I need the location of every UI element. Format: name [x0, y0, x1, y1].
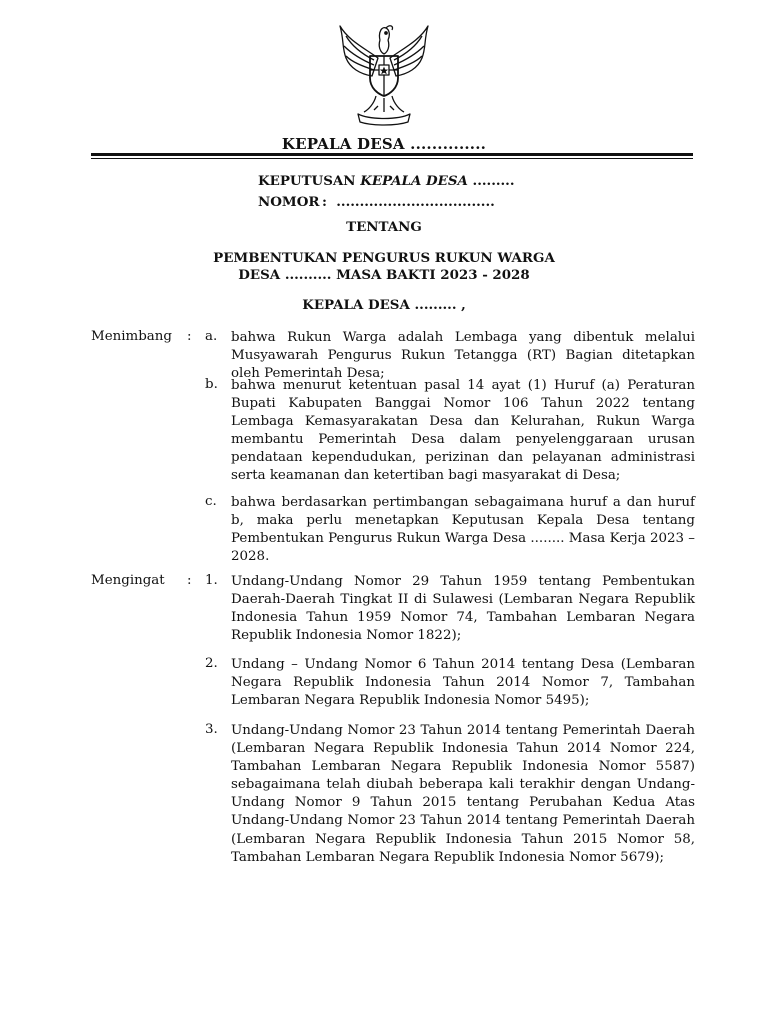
decree-number-row [258, 192, 515, 213]
item-number: a. [205, 329, 218, 344]
mengingat-label: Mengingat [91, 573, 165, 588]
subject-line-1: PEMBENTUKAN PENGURUS RUKUN WARGA [213, 250, 555, 266]
item-text: bahwa menurut ketentuan pasal 14 ayat (1) Huruf (a) Peraturan Bupati Kabupaten Banggai Nomor 106 Tahun 2022 tentang Lembaga Kemasyarakatan Desa dan Kelurahan, Rukun Warga membantu Pemerintah Desa dalam penyelenggaraan urusan pendataan kependudukan, perizinan dan pelayanan administrasi serta keamanan dan ketertiban bagi masyarakat di Desa; [231, 378, 695, 484]
item-text: bahwa berdasarkan pertimbangan sebagaimana huruf a dan huruf b, maka perlu menetapkan Keputusan Kepala Desa tentang Pembentukan Pengurus Rukun Warga Desa ........ Masa Kerja 2023 – 2028. [231, 495, 695, 565]
subject-line-2: DESA .......... MASA BAKTI 2023 - 2028 [238, 267, 530, 283]
decree-title-prefix: KEPUTUSAN [258, 173, 361, 189]
menimbang-label: Menimbang [91, 329, 172, 344]
menimbang-colon: : [187, 329, 192, 344]
decree-title-italic: KEPALA DESA [360, 173, 468, 189]
mengingat-colon: : [187, 573, 192, 588]
issuer-heading: KEPALA DESA ......... , [302, 297, 466, 313]
item-number: c. [205, 494, 217, 509]
item-number: 3. [205, 722, 218, 737]
item-text: bahwa Rukun Warga adalah Lembaga yang dibentuk melalui Musyawarah Pengurus Rukun Tetangga (RT) Bagian ditetapkan oleh Pemerintah Desa; [231, 330, 695, 382]
decree-title-suffix: ......... [467, 173, 515, 189]
header-divider-thin [91, 158, 693, 159]
garuda-emblem-icon [334, 18, 434, 128]
nomor-value: : .................................. [322, 194, 495, 210]
decree-heading [258, 171, 515, 213]
item-number: 2. [205, 656, 218, 671]
nomor-label: NOMOR [258, 194, 320, 210]
item-text: Undang – Undang Nomor 6 Tahun 2014 tentang Desa (Lembaran Negara Republik Indonesia Tahun 2014 Nomor 7, Tambahan Lembaran Negara Republik Indonesia Nomor 5495); [231, 657, 695, 709]
page-title: KEPALA DESA .............. [281, 135, 487, 153]
decree-title-row [258, 171, 515, 192]
header-divider-thick [91, 153, 693, 156]
item-number: b. [205, 377, 218, 392]
item-text: Undang-Undang Nomor 23 Tahun 2014 tentang Pemerintah Daerah (Lembaran Negara Republik Indonesia Tahun 2014 Nomor 224, Tambahan Lembaran Negara Republik Indonesia Nomor 5587) sebagaimana telah diubah beberapa kali terakhir dengan Undang-Undang Nomor 9 Tahun 2015 tentang Perubahan Kedua Atas Undang-Undang Nomor 23 Tahun 2014 tentang Pemerintah Daerah (Lembaran Negara Republik Indonesia Tahun 2015 Nomor 58, Tambahan Lembaran Negara Republik Indonesia Nomor 5679); [231, 723, 695, 865]
item-text: Undang-Undang Nomor 29 Tahun 1959 tentang Pembentukan Daerah-Daerah Tingkat II di Sulawesi (Lembaran Negara Republik Indonesia Tahun 1959 Nomor 74, Tambahan Lembaran Negara Republik Indonesia Nomor 1822); [231, 574, 695, 644]
item-number: 1. [205, 573, 218, 588]
tentang-heading: TENTANG [346, 219, 422, 235]
